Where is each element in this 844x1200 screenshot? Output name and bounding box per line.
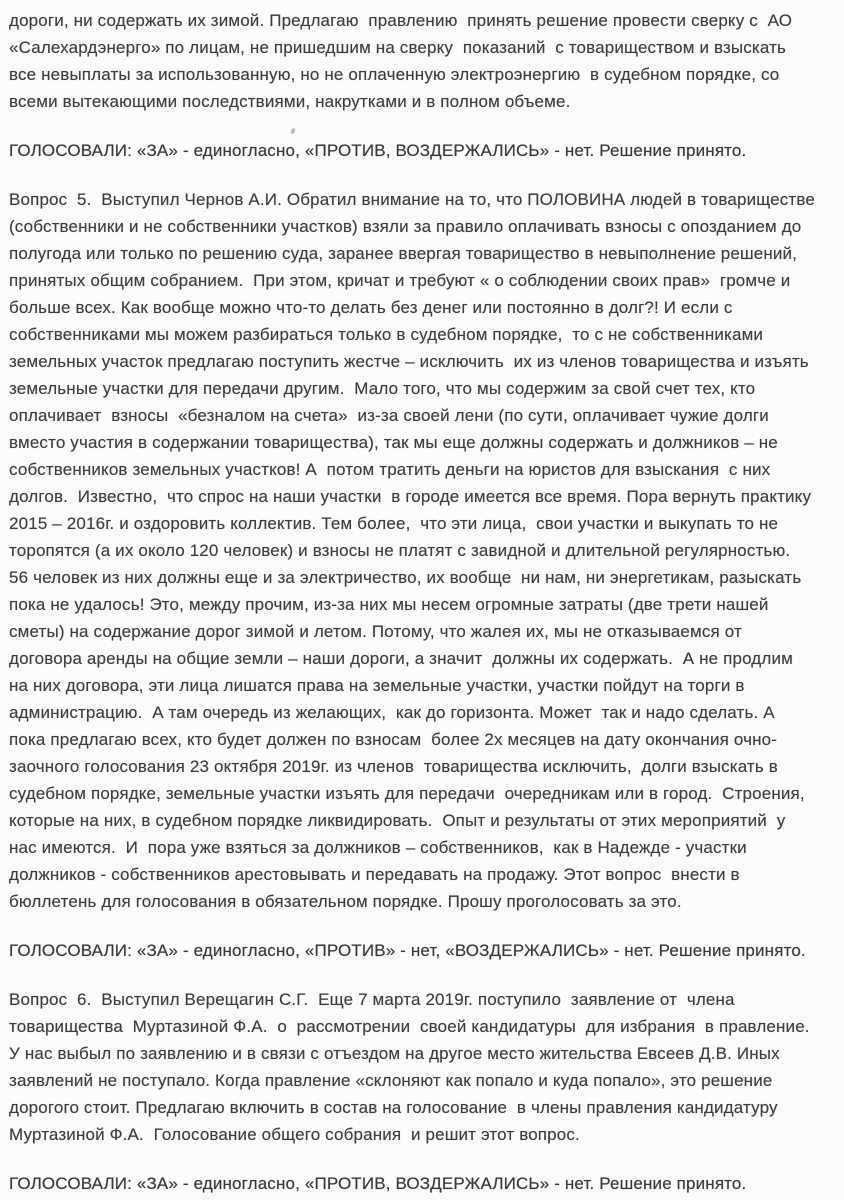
text-line: (собственники и не собственники участков) взяли за правило оплачивать взносы с опозданием до bbox=[9, 217, 802, 236]
text-line: заявлений не поступало. Когда правление «склоняют как попало и куда попало», это решение bbox=[9, 1071, 773, 1090]
text-line: судебном порядке, земельные участки изъять для передачи очередникам или в город. Строения, bbox=[9, 784, 805, 803]
text-line: 56 человек из них должны еще и за электричество, их вообще ни нам, ни энергетикам, разыскать bbox=[9, 568, 802, 587]
text-line: должников - собственников арестовывать и передавать на продажу. Этот вопрос внести в bbox=[9, 865, 740, 884]
text-line: собственников земельных участков! А потом тратить деньги на юристов для взыскания с них bbox=[9, 460, 771, 479]
vote-result-line: ГОЛОСОВАЛИ: «ЗА» - единогласно, «ПРОТИВ, ВОЗДЕРЖАЛИСЬ» - нет. Решение принято. bbox=[9, 141, 747, 160]
question-6 bbox=[9, 986, 841, 1148]
text-line: пока не удалось! Это, между прочим, из-за них мы несем огромные затраты (две трети нашей bbox=[9, 595, 769, 614]
vote-result-question-5 bbox=[9, 937, 841, 964]
text-line: администрацию. А там очередь из желающих, как до горизонта. Может так и надо сделать. А bbox=[9, 703, 775, 722]
vote-result-question-4 bbox=[9, 137, 841, 164]
text-line: пока предлагаю всех, кто будет должен по взносам более 2х месяцев на дату окончания очно- bbox=[9, 730, 778, 749]
text-line: оплачивает взносы «безналом на счета» из-за своей лени (по сути, оплачивает чужие долги bbox=[9, 406, 769, 425]
text-line: «Салехардэнерго» по лицам, не пришедшим на сверку показаний с товариществом и взыскать bbox=[9, 38, 787, 57]
text-line: полугода или только по решению суда, заранее ввергая товарищество в невыполнение решений, bbox=[9, 244, 798, 263]
vote-result-line: ГОЛОСОВАЛИ: «ЗА» - единогласно, «ПРОТИВ, ВОЗДЕРЖАЛИСЬ» - нет. Решение принято. bbox=[9, 1174, 747, 1193]
text-line: договора аренды на общие земли – наши дороги, а значит должны их содержать. А не продлим bbox=[9, 649, 793, 668]
text-line: больше всех. Как вообще можно что-то делать без денег или постоянно в долг?! И если с bbox=[9, 298, 733, 317]
text-line: бюллетень для голосования в обязательном порядке. Прошу проголосовать за это. bbox=[9, 892, 682, 911]
text-line: Вопрос 6. Выступил Верещагин С.Г. Еще 7 марта 2019г. поступило заявление от члена bbox=[9, 990, 735, 1009]
text-line: все невыплаты за использованную, но не оплаченную электроэнергию в судебном порядке, со bbox=[9, 65, 780, 84]
text-line: дорогого стоит. Предлагаю включить в состав на голосование в члены правления кандидатуру bbox=[9, 1098, 778, 1117]
vote-result-line: ГОЛОСОВАЛИ: «ЗА» - единогласно, «ПРОТИВ» - нет, «ВОЗДЕРЖАЛИСЬ» - нет. Решение принято. bbox=[9, 941, 806, 960]
text-line: У нас выбыл по заявлению и в связи с отъездом на другое место жительства Евсеев Д.В. Иных bbox=[9, 1044, 780, 1063]
document-content bbox=[9, 7, 841, 1197]
question-4-continuation bbox=[9, 7, 841, 115]
text-line: собственниками мы можем разбираться только в судебном порядке, то с не собственниками bbox=[9, 325, 764, 344]
text-line: принятых общим собранием. При этом, кричат и требуют « о соблюдении своих прав» громче и bbox=[9, 271, 791, 290]
text-line: нас имеются. И пора уже взяться за должников – собственников, как в Надежде - участки bbox=[9, 838, 747, 857]
text-line: вместо участия в содержании товарищества), так мы еще должны содержать и должников – не bbox=[9, 433, 778, 452]
text-line: заочного голосования 23 октября 2019г. из членов товарищества исключить, долги взыскать в bbox=[9, 757, 778, 776]
text-line: сметы) на содержание дорог зимой и летом. Потому, что жалея их, мы не отказываемся от bbox=[9, 622, 742, 641]
text-line: дороги, ни содержать их зимой. Предлагаю правлению принять решение провести сверку с АО bbox=[9, 11, 793, 30]
text-line: Муртазиной Ф.А. Голосование общего собрания и решит этот вопрос. bbox=[9, 1125, 580, 1144]
text-line: Вопрос 5. Выступил Чернов А.И. Обратил внимание на то, что ПОЛОВИНА людей в товариществе bbox=[9, 190, 815, 209]
text-line: земельные участки для передачи другим. Мало того, что мы содержим за свой счет тех, кто bbox=[9, 379, 756, 398]
text-line: которые на них, в судебном порядке ликвидировать. Опыт и результаты от этих мероприятий у bbox=[9, 811, 786, 830]
text-line: 2015 – 2016г. и оздоровить коллектив. Тем более, что эти лица, свои участки и выкупать то не bbox=[9, 514, 779, 533]
text-line: товарищества Муртазиной Ф.А. о рассмотрении своей кандидатуры для избрания в правление. bbox=[9, 1017, 810, 1036]
question-5 bbox=[9, 186, 841, 915]
text-line: земельных участок предлагаю поступить жестче – исключить их из членов товарищества и изъять bbox=[9, 352, 809, 371]
text-line: долгов. Известно, что спрос на наши участки в городе имеется все время. Пора вернуть практику bbox=[9, 487, 812, 506]
text-line: на них договора, эти лица лишатся права на земельные участки, участки пойдут на торги в bbox=[9, 676, 745, 695]
text-line: торопятся (а их около 120 человек) и взносы не платят с завидной и длительной регулярностью. bbox=[9, 541, 791, 560]
vote-result-question-6 bbox=[9, 1170, 841, 1197]
text-line: всеми вытекающими последствиями, накрутками и в полном объеме. bbox=[9, 92, 571, 111]
